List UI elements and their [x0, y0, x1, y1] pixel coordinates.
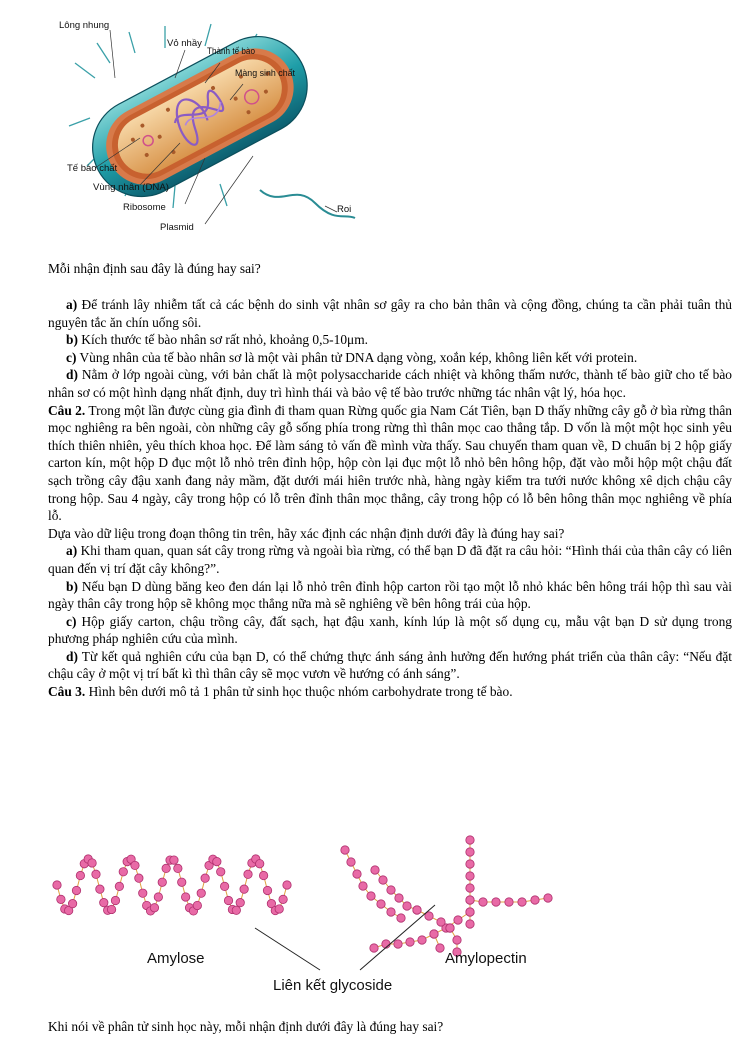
glucose-bead: [359, 882, 367, 890]
amylose-label: Amylose: [147, 950, 205, 967]
q1-item-d: d) Nằm ở lớp ngoài cùng, với bản chất là một polysaccharide cách nhiệt và không thấm nước, thành tế bào giữ cho tế bào nhân sơ có một hình dạng nhất định, duy trì hình thái và bảo vệ tế bào trước những tác nhân vật lý, hóa học.: [48, 367, 732, 400]
glucose-bead: [181, 893, 189, 901]
q1-item-a: a) Để tránh lây nhiễm tất cả các bệnh do sinh vật nhân sơ gây ra cho bản thân và cộng đồng, chúng ta cần phải tuân thủ nguyên tắc ăn chín uống sôi.: [48, 297, 732, 330]
glucose-bead: [466, 884, 474, 892]
glucose-bead: [240, 885, 248, 893]
glucose-bead: [244, 870, 252, 878]
label-vung-nhan: Vùng nhân (DNA): [93, 182, 169, 193]
glucose-bead: [57, 895, 65, 903]
q3-paragraph: Câu 3. Hình bên dưới mô tả 1 phân tử sinh học thuộc nhóm carbohydrate trong tế bào.: [48, 684, 513, 700]
glucose-bead: [466, 836, 474, 844]
glucose-bead: [279, 895, 287, 903]
glucose-bead: [466, 872, 474, 880]
glucose-bead: [100, 898, 108, 906]
glucose-bead: [217, 868, 225, 876]
glucose-bead: [394, 940, 402, 948]
glucose-bead: [347, 858, 355, 866]
glucose-bead: [437, 918, 445, 926]
glucose-bead: [353, 870, 361, 878]
glucose-bead: [505, 898, 513, 906]
amylopectin-label: Amylopectin: [445, 950, 527, 967]
q1-item-c: c) Vùng nhân của tế bào nhân sơ là một vài phân tử DNA dạng vòng, xoắn kép, không liên kết với protein.: [66, 349, 638, 365]
glucose-bead: [224, 896, 232, 904]
glucose-bead: [544, 894, 552, 902]
glucose-bead: [403, 902, 411, 910]
label-vo-nhay: Vỏ nhầy: [167, 38, 202, 49]
label-mang-sinh-chat: Màng sinh chất: [235, 68, 296, 79]
closing-block: [48, 1018, 732, 1036]
glucose-bead: [454, 916, 462, 924]
glucose-bead: [418, 936, 426, 944]
glucose-bead: [466, 860, 474, 868]
glucose-bead: [92, 870, 100, 878]
label-roi: Roi: [337, 204, 352, 215]
label-plasmid: Plasmid: [160, 222, 194, 233]
label-long-nhung: Lông nhung: [59, 20, 110, 31]
glucose-bead: [446, 924, 454, 932]
intro-text: Mỗi nhận định sau đây là đúng hay sai?: [48, 261, 261, 276]
glucose-bead: [174, 864, 182, 872]
glucose-bead: [518, 898, 526, 906]
q2-item-c: c) Hộp giấy carton, chậu trồng cây, đất sạch, hạt đậu xanh, kính lúp là một số dụng cụ, mẫu vật bạn D sử dụng trong phương pháp nghiên cứu của mình.: [48, 613, 732, 647]
glucose-bead: [395, 894, 403, 902]
glucose-bead: [197, 889, 205, 897]
glucose-bead: [466, 896, 474, 904]
glucose-bead: [275, 905, 283, 913]
question-1-items: [48, 296, 732, 701]
glucose-bead: [162, 864, 170, 872]
glucose-bead: [154, 893, 162, 901]
glucose-bead: [135, 874, 143, 882]
glucose-bead: [220, 882, 228, 890]
glucose-bead: [397, 914, 405, 922]
glucose-bead: [466, 920, 474, 928]
glucose-bead: [68, 899, 76, 907]
amylopectin-chain: [341, 836, 552, 956]
glucose-bead: [379, 876, 387, 884]
glucose-bead: [436, 944, 444, 952]
glucose-bead: [377, 900, 385, 908]
glucose-bead: [259, 871, 267, 879]
glucose-bead: [370, 944, 378, 952]
q2-item-d: d) Từ kết quả nghiên cứu của bạn D, có thể chứng thực ánh sáng ảnh hưởng đến hướng phát triển của thân cây: “Nếu đặt chậu cây ở một vị trí bất kì thì thân cây sẽ mọc vươn về hướng có ánh sáng”.: [48, 648, 732, 682]
glucose-bead: [150, 904, 158, 912]
glucose-bead: [531, 896, 539, 904]
glucose-bead: [96, 885, 104, 893]
glucose-bead: [387, 886, 395, 894]
glucose-bead: [492, 898, 500, 906]
glucose-bead: [453, 936, 461, 944]
glucose-bead: [88, 859, 96, 867]
glucose-bead: [236, 898, 244, 906]
glucose-bead: [256, 860, 264, 868]
glucose-bead: [406, 938, 414, 946]
glucose-bead: [232, 906, 240, 914]
q1-item-b: b) Kích thước tế bào nhân sơ rất nhỏ, khoảng 0,5-10μm.: [66, 332, 368, 348]
glucose-bead: [107, 905, 115, 913]
glucose-bead: [72, 886, 80, 894]
glucose-bead: [466, 848, 474, 856]
glucose-bead: [170, 856, 178, 864]
glycoside-label: Liên kết glycoside: [273, 977, 393, 994]
glucose-bead: [387, 908, 395, 916]
label-thanh-te-bao: Thành tế bào: [207, 46, 255, 57]
glucose-bead: [341, 846, 349, 854]
label-te-bao-chat: Tế bào chất: [67, 163, 118, 174]
prokaryote-cell-figure: [55, 8, 365, 240]
glucose-bead: [479, 898, 487, 906]
glucose-bead: [53, 881, 61, 889]
starch-figure: [45, 830, 565, 1002]
q2-paragraph: Câu 2. Trong một lần được cùng gia đình đi tham quan Rừng quốc gia Nam Cát Tiên, bạn D thấy những cây gỗ ở bìa rừng thân mọc nghiêng ra bên ngoài, còn những cây gỗ sống phía trong rừng thì thân mọc cao thẳng tắp. D vốn là một một học sinh yêu thích thiên nhiên, yêu thích khoa học. Để làm sáng tỏ vấn đề mình vừa thấy. Sau chuyến tham quan về, D chuẩn bị 2 hộp giấy carton kín, một hộp D đục một lỗ nhỏ trên đỉnh hộp, hộp còn lại đục một lỗ nhỏ bên hông hộp, đặt vào mỗi hộp một chậu đất sạch trồng cây đậu xanh đang nảy mầm, đặt dưới mái hiên trước nhà, hàng ngày kiểm tra tưới nước không xê dịch chậu cây trong hộp. Sau 4 ngày, cây trong hộp có lỗ trên đỉnh thân mọc thẳng, cây trong hộp có lỗ bên hông thân mọc nghiêng về phía lỗ.: [48, 402, 732, 524]
glucose-bead: [371, 866, 379, 874]
glucose-bead: [263, 886, 271, 894]
glucose-bead: [131, 861, 139, 869]
glucose-bead: [111, 896, 119, 904]
question-1-block: [48, 260, 732, 278]
glucose-bead: [76, 871, 84, 879]
glucose-bead: [430, 930, 438, 938]
closing-text: Khi nói về phân tử sinh học này, mỗi nhận định dưới đây là đúng hay sai?: [48, 1019, 444, 1034]
glucose-bead: [413, 906, 421, 914]
glucose-bead: [139, 889, 147, 897]
glucose-bead: [367, 892, 375, 900]
q2-item-b: b) Nếu bạn D dùng băng keo đen dán lại lỗ nhỏ trên đỉnh hộp carton rồi tạo một lỗ nhỏ khác bên hông trái hộp thì sau vài ngày thân cây trong hộp sẽ không mọc thẳng nữa mà sẽ nghiêng về bên hông trái của hộp.: [48, 578, 732, 612]
q2-prompt: Dựa vào dữ liệu trong đoạn thông tin trên, hãy xác định các nhận định dưới đây là đúng hay sai?: [48, 525, 565, 541]
glucose-bead: [283, 881, 291, 889]
glucose-bead: [119, 868, 127, 876]
glucose-bead: [466, 908, 474, 916]
glucose-bead: [178, 878, 186, 886]
amylose-chain: [53, 855, 291, 915]
label-ribosome: Ribosome: [123, 202, 166, 213]
glucose-bead: [158, 878, 166, 886]
glucose-bead: [115, 882, 123, 890]
glucose-bead: [201, 874, 209, 882]
glucose-bead: [213, 857, 221, 865]
q2-item-a: a) Khi tham quan, quan sát cây trong rừng và ngoài bìa rừng, có thể bạn D đã đặt ra câu hỏi: “Hình thái của thân cây có liên quan đến vị trí đặt cây không?”.: [48, 543, 732, 576]
glucose-bead: [193, 901, 201, 909]
